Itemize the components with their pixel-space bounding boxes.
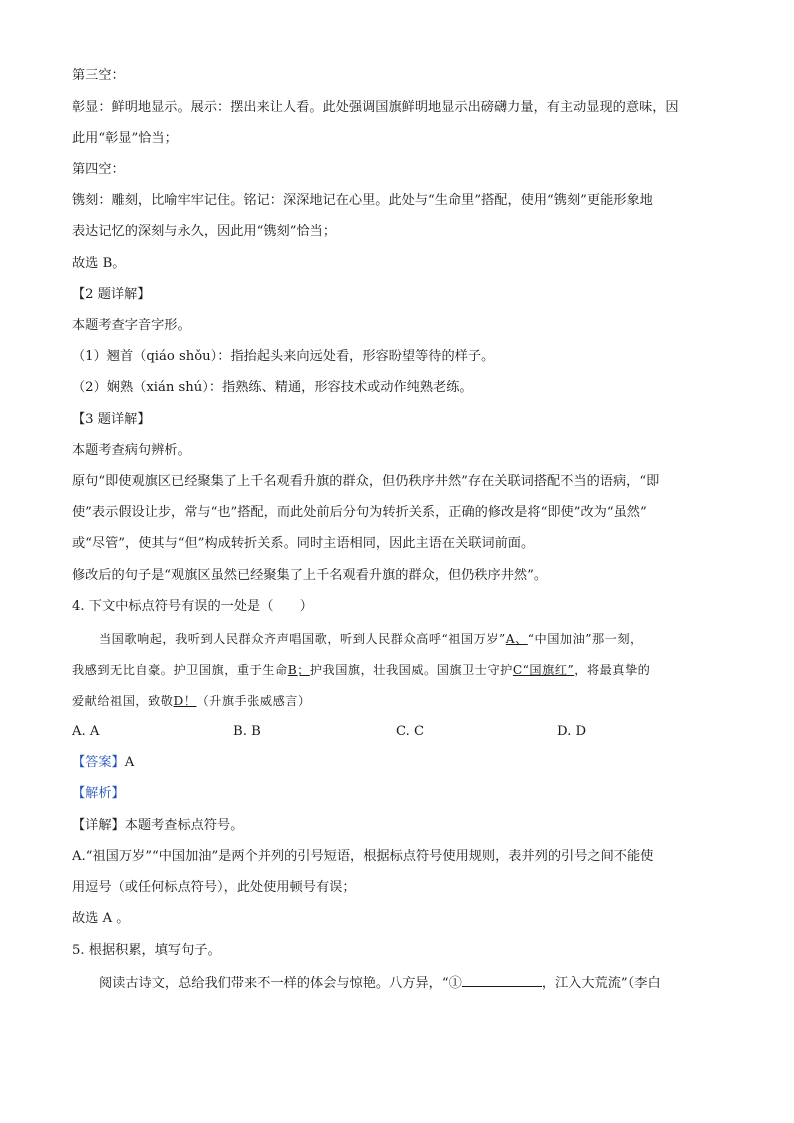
q3-line4: 修改后的句子是“观旗区虽然已经聚集了上千名观看升旗的群众，但仍秩序井然”。 <box>72 568 548 583</box>
q2-heading: 【2 题详解】 <box>72 287 151 302</box>
q5-text: ，江入大荒流”（李白 <box>541 976 661 991</box>
q3-line3: 或“尽管”，使其与“但”构成转折关系。同时主语相同，因此主语在关联词前面。 <box>72 536 535 551</box>
q5-stem: 5. 根据积累，填写句子。 <box>72 943 221 958</box>
option-d: D. D <box>557 724 587 739</box>
q4-analysis-label: 【解析】 <box>72 786 125 801</box>
q4-passage-text: 护我国旗，壮我国威。国旗卫士守护 <box>309 663 513 677</box>
q4-explanation-line2: 用逗号（或任何标点符号），此处使用顿号有误； <box>72 880 356 895</box>
q4-passage-text: 当国歌响起，我听到人民群众齐声唱国歌，听到人民群众高呼“祖国万岁” <box>99 632 506 646</box>
q2-intro: 本题考查字音字形。 <box>72 318 191 333</box>
q4-stem: 4. 下文中标点符号有误的一处是（ ） <box>72 599 313 614</box>
detail-label: 【详解】 <box>72 818 125 833</box>
q4-passage-text: 爱献给祖国，致敬 <box>72 694 174 708</box>
option-a: A. A <box>72 724 100 739</box>
q4-detail <box>72 816 243 836</box>
mark-d: D！ <box>173 694 197 708</box>
q4-conclusion: 故选 A 。 <box>72 911 130 926</box>
mark-a: A、 <box>505 632 528 646</box>
q3-intro: 本题考查病句辨析。 <box>72 443 191 458</box>
q4-passage-line3 <box>72 691 311 711</box>
q2-item1: （1）翘首（qiáo shǒu）：指抬起头来向远处看，形容盼望等待的样子。 <box>72 349 495 364</box>
mark-b: B； <box>287 663 310 677</box>
q4-passage-text: “中国加油”那一刻， <box>527 632 643 646</box>
fill-blank[interactable] <box>462 972 542 987</box>
q5-line1 <box>99 972 661 994</box>
q4-passage-text: （升旗手张威感言） <box>196 694 311 708</box>
q4-passage-text: 我感到无比自豪。护卫国旗，重于生命 <box>72 663 288 677</box>
part4-line1: 镌刻：雕刻，比喻牢牢记住。铭记：深深地记在心里。此处与“生命里”搭配，使用“镌刻”更能形象地 <box>72 193 653 208</box>
part3-heading: 第三空： <box>72 68 125 83</box>
part4-line2: 表达记忆的深刻与永久，因此用“镌刻”恰当； <box>72 224 337 239</box>
q4-passage-line2 <box>72 660 650 680</box>
answer-value: A <box>124 755 135 770</box>
answer-label: 【答案】 <box>72 755 125 770</box>
part4-heading: 第四空： <box>72 162 125 177</box>
mark-c: C“国旗红” <box>512 663 575 677</box>
option-c: C. C <box>396 724 425 739</box>
q4-passage-text: ，将最真挚的 <box>574 663 651 677</box>
q4-explanation-line1: A.“祖国万岁”“中国加油”是两个并列的引号短语，根据标点符号使用规则，表并列的引号之间不能使 <box>72 849 654 864</box>
q5-text: 阅读古诗文，总给我们带来不一样的体会与惊艳。八方异，“① <box>99 976 462 991</box>
q4-passage-line1 <box>99 629 643 649</box>
q3-heading: 【3 题详解】 <box>72 412 151 427</box>
q3-line1: 原句“即使观旗区已经聚集了上千名观看升旗的群众，但仍秩序井然”存在关联词搭配不当的语病，“即 <box>72 474 660 489</box>
q3-line2: 使”表示假设让步，常与“也”搭配，而此处前后分句为转折关系，正确的修改是将“即使”改为“虽然” <box>72 505 647 520</box>
detail-text: 本题考查标点符号。 <box>124 818 244 833</box>
part3-line1: 彰显：鲜明地显示。展示：摆出来让人看。此处强调国旗鲜明地显示出磅礴力量，有主动显现的意味，因 <box>72 100 679 115</box>
option-b: B. B <box>233 724 261 739</box>
q4-answer <box>72 753 134 773</box>
part3-line2: 此用“彰显”恰当； <box>72 131 178 146</box>
q2-item2: （2）娴熟（xián shú）：指熟练、精通，形容技术或动作纯熟老练。 <box>72 380 473 395</box>
part4-conclusion: 故选 B。 <box>72 256 126 271</box>
